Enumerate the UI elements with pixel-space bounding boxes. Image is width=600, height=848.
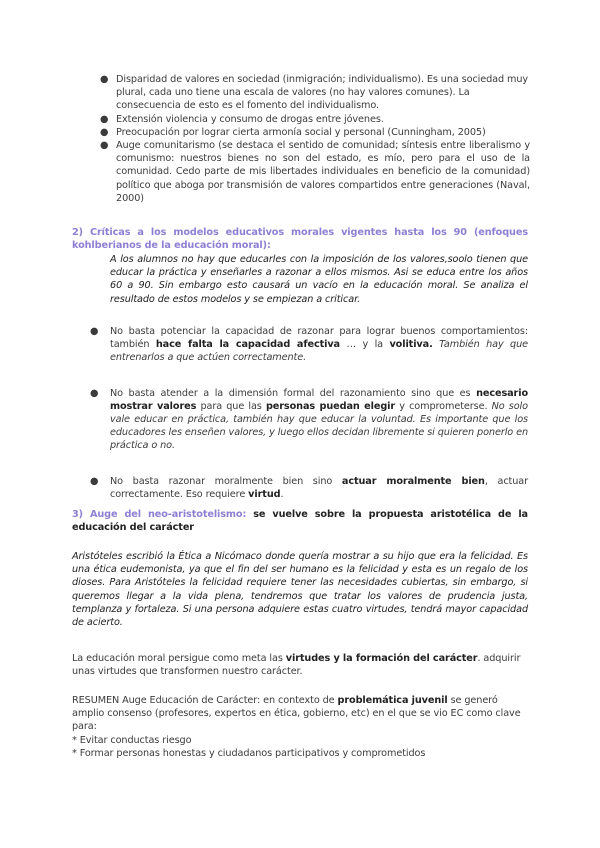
bullet-strong: volitiva. — [389, 339, 433, 351]
bullet-icon: ● — [100, 140, 109, 152]
resumen-strong: problemática juvenil — [337, 695, 448, 706]
paragraph-text: . adquirir unas virtudes que transformen nuestro carácter. — [72, 653, 521, 678]
list-item — [90, 475, 528, 501]
resumen-paragraph — [72, 694, 528, 734]
bullet-text: Preocupación por lograr cierta armonía social y personal (Cunningham, 2005) — [116, 126, 486, 138]
resumen-line-2: * Formar personas honestas y ciudadanos participativos y comprometidos — [72, 747, 426, 759]
list-item — [100, 126, 530, 139]
bullet-strong: virtud — [248, 488, 281, 500]
bullet-text: , actuar correctamente. Eso requiere — [110, 475, 528, 500]
bullet-strong: necesario mostrar valores — [110, 387, 528, 412]
bullet-list-top — [100, 73, 530, 205]
bullet-italic: También hay que entrenarlos a que actúen correctamente. — [110, 339, 528, 364]
bullet-icon: ● — [90, 326, 99, 337]
paragraph-text: La educación moral persigue como meta las — [72, 653, 286, 664]
resumen-text: se generó amplio consenso (profesores, expertos en ética, gobierno, etc) en el que se vio EC como clave para: — [72, 695, 521, 733]
bullet-text: Disparidad de valores en sociedad (inmigración; individualismo). Es una sociedad muy plural, cada uno tiene una escala de valores (no hay valores comunes). La consecuencia de esto es el fomento del individualismo. — [116, 74, 529, 112]
bullet-text: Extensión violencia y consumo de drogas entre jóvenes. — [116, 113, 384, 125]
resumen-block — [72, 694, 528, 760]
resumen-text: RESUMEN Auge Educación de Carácter: en contexto de — [72, 695, 338, 706]
list-item — [100, 73, 530, 113]
bullet-strong: hace falta la capacidad afectiva — [155, 339, 340, 351]
section-3-heading-rest: se vuelve sobre la propuesta aristotélica de la educación del carácter — [72, 509, 528, 534]
bullet-italic: No solo vale educar en práctica, también hay que educar la voluntad. Es importante que los educadores les enseñen valores, y luego ellos decidan libremente si quieren ponerlo en práctica o no. — [110, 400, 529, 452]
section-3-quote: Aristóteles escribió la Ética a Nicómaco donde quería mostrar a su hijo que era la felicidad. Es una ética eudemonista, ya que el fin del ser humano es la felicidad y esta es un regalo de los dioses. Para Aristóteles la felicidad requiere tener las necesidades cubiertas, sin embargo, si queremos llegar a la vida plena, tendremos que tratar los valores de prudencia justa, templanza y fortaleza. Si una persona adquiere estas cuatro virtudes, tendrá mayor capacidad de acierto. — [72, 551, 528, 629]
bullet-text: … y la — [340, 339, 390, 351]
bullet-list-section-2 — [90, 325, 528, 501]
section-2-quote: A los alumnos no hay que educarles con la imposición de los valores,soolo tienen que educar la práctica y enseñarles a razonar a ellos mismos. Asi se educa entre los años 60 a 90. Sin embargo esto causará un vacío en la educación moral. Se analiza el resultado de estos modelos y se empiezan a criticar. — [110, 254, 528, 305]
resumen-line-1: * Evitar conductas riesgo — [72, 734, 192, 746]
list-item — [90, 387, 528, 453]
bullet-strong: actuar moralmente bien — [341, 475, 485, 487]
list-item — [100, 139, 530, 205]
bullet-icon: ● — [90, 475, 99, 487]
section-2-heading: 2) Críticas a los modelos educativos morales vigentes hasta los 90 (enfoques kohlberianos de la educación moral): — [72, 227, 528, 252]
bullet-text: para que las — [196, 400, 266, 412]
bullet-strong: personas puedan elegir — [265, 400, 396, 412]
bullet-text: y comprometerse. — [395, 400, 492, 412]
bullet-text: No basta potenciar la capacidad de razonar para lograr buenos comportamientos: también — [110, 326, 528, 351]
bullet-text: No basta razonar moralmente bien sino — [110, 475, 342, 487]
section-3-paragraph — [72, 652, 528, 678]
bullet-icon: ● — [100, 74, 109, 85]
bullet-icon: ● — [100, 126, 109, 138]
list-item — [100, 113, 530, 126]
section-3-heading-colored: 3) Auge del neo-aristotelismo: — [72, 509, 247, 520]
list-item — [90, 325, 528, 365]
bullet-icon: ● — [90, 387, 99, 399]
bullet-text: Auge comunitarismo (se destaca el sentido de comunidad; síntesis entre liberalismo y comunismo: nuestros bienes no son del estado, es mío, pero para el uso de la comunidad. Cedo parte de mis libertades individuales en beneficio de la comunidad) político que aboga por transmisión de valores compartidos entre generaciones (Naval, 2000) — [116, 140, 530, 204]
paragraph-strong: virtudes y la formación del carácter — [285, 653, 478, 664]
bullet-text: . — [280, 488, 284, 500]
bullet-text: No basta atender a la dimensión formal del razonamiento sino que es — [110, 387, 477, 399]
section-3-heading — [72, 508, 528, 534]
bullet-icon: ● — [100, 113, 109, 125]
